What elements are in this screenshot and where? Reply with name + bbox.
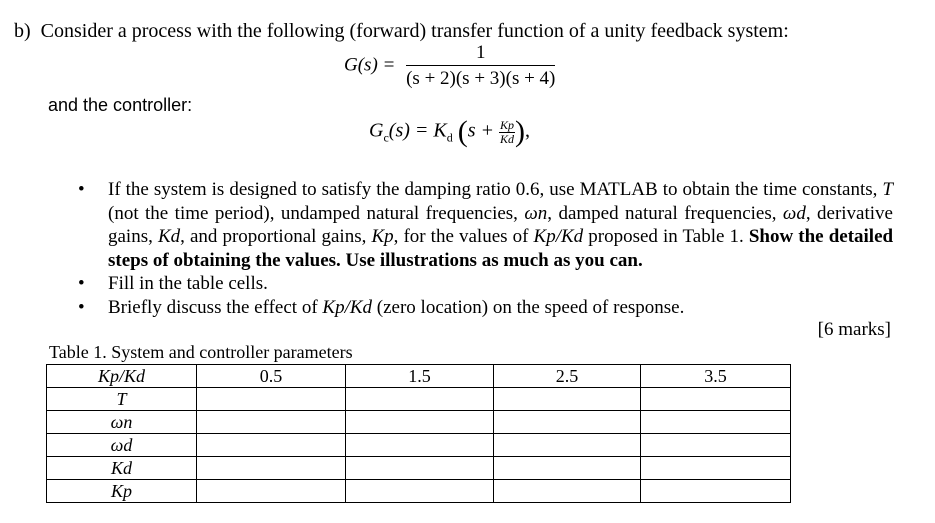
table-row <box>47 411 791 434</box>
row-label <box>47 388 197 411</box>
table-cell <box>494 388 641 411</box>
marks-label: [6 marks] <box>817 319 891 340</box>
table-row <box>47 388 791 411</box>
row-label-text: ωd <box>110 434 133 455</box>
bullet-3-text-1: Briefly discuss the effect of <box>108 296 318 318</box>
question-intro-text: Consider a process with the following (forward) transfer function of a unity feedback system: <box>40 20 789 42</box>
table-cell <box>641 388 791 411</box>
close-paren: ) <box>515 115 526 148</box>
table-cell <box>197 457 346 480</box>
table-cell <box>197 388 346 411</box>
table-cell <box>197 411 346 434</box>
open-paren: ( <box>457 115 468 148</box>
bullet-1-text-4: , derivative gains, <box>108 202 893 247</box>
bullet-item-2 <box>78 272 893 296</box>
bullet-item-1 <box>78 178 893 272</box>
bullet-1-text-7: proposed in Table 1. <box>588 226 744 247</box>
plant-lhs: G(s) = <box>344 54 396 76</box>
controller-s: s + <box>467 119 495 142</box>
controller-ratio-fraction <box>499 119 515 146</box>
plant-denominator: (s + 2)(s + 3)(s + 4) <box>406 68 556 89</box>
table-header-cell: 2.5 <box>494 365 641 388</box>
table-cell <box>197 480 346 503</box>
bullet-dot-icon: • <box>78 273 85 294</box>
table-caption: Table 1. System and controller parameters <box>49 342 353 362</box>
bullet-1-wn: ωn <box>524 202 548 224</box>
bullet-dot-icon: • <box>78 179 85 200</box>
controller-ratio-num: Kp <box>500 117 515 132</box>
bullet-1-kp: Kp <box>371 226 394 247</box>
plant-transfer-function <box>344 42 555 90</box>
table-row <box>47 434 791 457</box>
row-label <box>47 480 197 503</box>
table-header-cell: 1.5 <box>346 365 494 388</box>
controller-mid-sub: d <box>446 130 453 145</box>
bullet-item-3 <box>78 296 893 320</box>
table-cell <box>346 411 494 434</box>
row-label <box>47 457 197 480</box>
bullet-1-T: T <box>882 179 893 200</box>
table-cell <box>197 434 346 457</box>
question-label: b) <box>14 20 31 42</box>
plant-fraction <box>406 42 555 90</box>
table-cell <box>641 480 791 503</box>
bullet-1-ratio: Kp/Kd <box>533 226 584 247</box>
table-cell <box>346 480 494 503</box>
bullet-1-kd: Kd <box>157 226 181 247</box>
bullet-1-bold: Show the detailed steps of obtaining the values. Use illustrations as much as you can. <box>108 226 894 271</box>
table-cell <box>494 411 641 434</box>
table-cell <box>494 480 641 503</box>
table-row <box>47 480 791 503</box>
bullet-3-text-2: (zero location) on the speed of response. <box>376 296 685 318</box>
row-label <box>47 434 197 457</box>
row-label-text: ωn <box>110 411 133 432</box>
table-row <box>47 457 791 480</box>
bullet-2-text: Fill in the table cells. <box>108 273 268 294</box>
header-ratio: Kp/Kd <box>97 365 145 386</box>
plant-numerator: 1 <box>406 42 555 66</box>
table-header-cell: 3.5 <box>641 365 791 388</box>
bullet-1-text-2: (not the time period), undamped natural frequencies, <box>108 202 518 224</box>
table-cell <box>641 411 791 434</box>
row-label-text: T <box>116 388 127 409</box>
bullet-1-text-6: , for the values of <box>393 226 529 247</box>
bullet-1-wd: ωd <box>782 202 806 224</box>
bullet-list <box>78 178 893 319</box>
controller-text: and the controller: <box>48 95 193 115</box>
bullet-dot-icon: • <box>78 296 85 318</box>
controller-transfer-function <box>369 115 530 149</box>
table-cell <box>641 457 791 480</box>
controller-lhs: G <box>369 119 384 142</box>
parameters-table <box>46 364 791 503</box>
table-cell <box>346 434 494 457</box>
table-header-cell <box>47 365 197 388</box>
table-header-cell: 0.5 <box>197 365 346 388</box>
row-label <box>47 411 197 434</box>
table-header-row <box>47 365 791 388</box>
controller-lhs-sub: c <box>383 130 389 145</box>
bullet-3-ratio: Kp/Kd <box>322 296 373 318</box>
controller-end: , <box>525 119 531 142</box>
bullet-1-text-5: , and proportional gains, <box>180 226 367 247</box>
controller-ratio-den: Kd <box>500 131 515 146</box>
table-cell <box>494 457 641 480</box>
controller-mid: (s) = K <box>388 119 447 142</box>
bullet-1-text-1: If the system is designed to satisfy the damping ratio 0.6, use MATLAB to obtain the time constants, <box>108 179 878 200</box>
table-cell <box>494 434 641 457</box>
row-label-text: Kp <box>110 480 132 501</box>
question-intro <box>14 20 789 43</box>
table-cell <box>641 434 791 457</box>
row-label-text: Kd <box>110 457 132 478</box>
table-cell <box>346 388 494 411</box>
table-cell <box>346 457 494 480</box>
bullet-1-text-3: , damped natural frequencies, <box>547 202 777 224</box>
